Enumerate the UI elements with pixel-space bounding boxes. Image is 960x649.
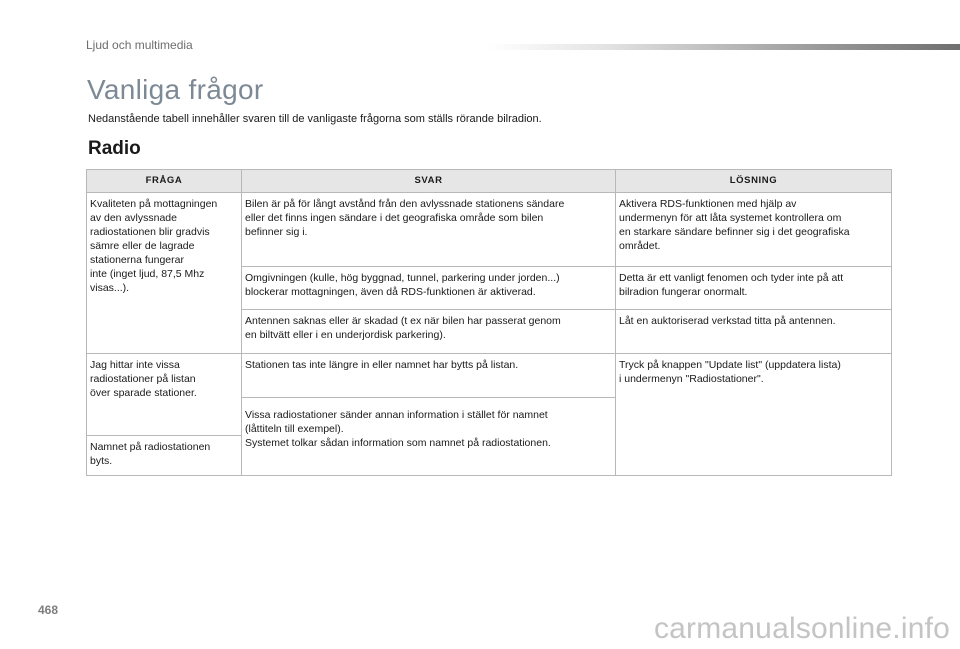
faq-table xyxy=(86,169,892,476)
question-cell: Kvaliteten på mottagningen av den avlyssnade radiostationen blir gradvis sämre eller de lagrade stationerna fungerar inte (inget ljud, 87,5 Mhz visas...). xyxy=(87,193,242,354)
answer-cell: Antennen saknas eller är skadad (t ex när bilen har passerat genom en biltvätt eller i en underjordisk parkering). xyxy=(242,310,616,354)
page-number: 468 xyxy=(38,603,59,617)
answer-cell: Stationen tas inte längre in eller namnet har bytts på listan. xyxy=(242,354,616,398)
column-header-question: FRÅGA xyxy=(87,170,242,193)
question-cell: Namnet på radiostationen byts. xyxy=(87,436,242,476)
answer-cell: Omgivningen (kulle, hög byggnad, tunnel, parkering under jorden...) blockerar mottagningen, även då RDS-funktionen är aktiverad. xyxy=(242,267,616,310)
table-row xyxy=(87,193,892,267)
column-header-answer: SVAR xyxy=(242,170,616,193)
watermark: carmanualsonline.info xyxy=(653,612,950,645)
table-row xyxy=(87,354,892,398)
solution-cell: Aktivera RDS-funktionen med hjälp av undermenyn för att låta systemet kontrollera om en starkare sändare befinner sig i det geografiska området. xyxy=(616,193,892,267)
intro-text: Nedanstående tabell innehåller svaren till de vanligaste frågorna som ställs rörande bilradion. xyxy=(88,113,542,125)
section-title: Radio xyxy=(88,138,141,159)
solution-cell: Låt en auktoriserad verkstad titta på antennen. xyxy=(616,310,892,354)
solution-cell: Tryck på knappen "Update list" (uppdatera lista) i undermenyn "Radiostationer". xyxy=(616,354,892,476)
solution-cell: Detta är ett vanligt fenomen och tyder inte på att bilradion fungerar onormalt. xyxy=(616,267,892,310)
page-title: Vanliga frågor xyxy=(87,74,264,105)
answer-cell: Vissa radiostationer sänder annan information i stället för namnet (låttiteln till exempel). Systemet tolkar sådan information som namnet på radiostationen. xyxy=(242,398,616,476)
header-gradient-bar xyxy=(488,44,960,50)
answer-cell: Bilen är på för långt avstånd från den avlyssnade stationens sändare eller det finns ingen sändare i det geografiska område som bilen befinner sig i. xyxy=(242,193,616,267)
question-cell: Jag hittar inte vissa radiostationer på listan över sparade stationer. xyxy=(87,354,242,436)
column-header-solution: LÖSNING xyxy=(616,170,892,193)
section-header-label: Ljud och multimedia xyxy=(86,38,193,52)
table-header-row xyxy=(87,170,892,193)
